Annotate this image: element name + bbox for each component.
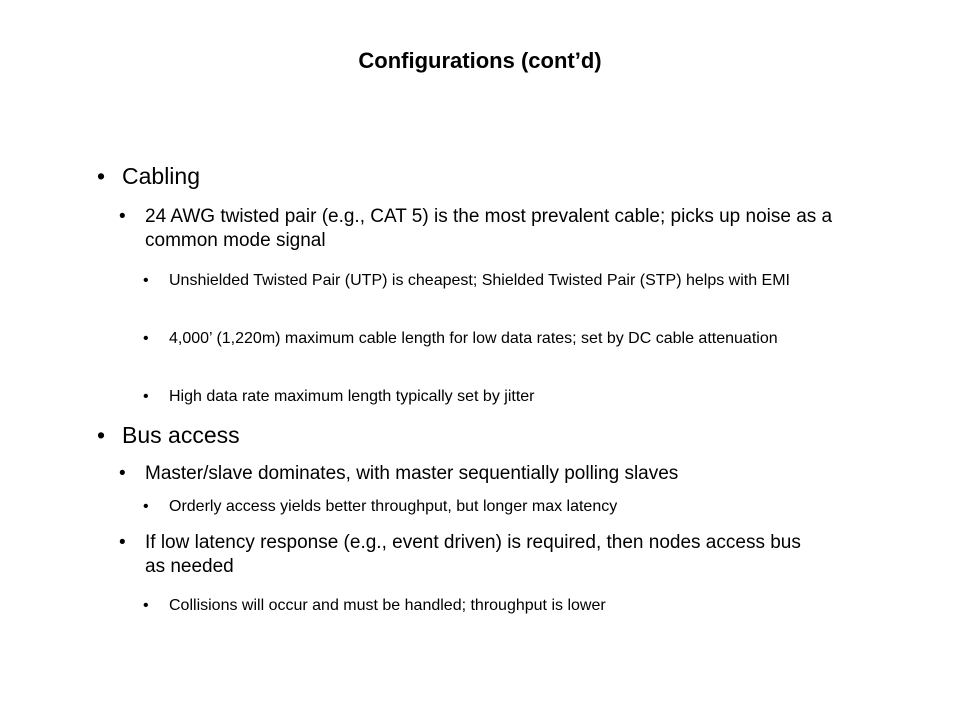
bullet-dot: •: [97, 422, 106, 448]
bullet-dot: •: [143, 498, 149, 515]
bullet-dot: •: [143, 330, 149, 347]
bullet-text: Master/slave dominates, with master sequentially polling slaves: [145, 463, 679, 484]
bullet-low-latency: [119, 531, 819, 579]
bullet-text: High data rate maximum length typically set by jitter: [169, 388, 535, 405]
bullet-dot: •: [143, 272, 149, 289]
bullet-dot: •: [143, 388, 149, 405]
bullet-dot: •: [119, 206, 126, 227]
bullet-master-slave: [119, 462, 879, 486]
bullet-jitter: [143, 387, 853, 407]
bullet-text: Bus access: [122, 422, 240, 448]
bullet-text: Orderly access yields better throughput, but longer max latency: [169, 498, 618, 515]
bullet-text: Cabling: [122, 163, 200, 189]
bullet-dot: •: [143, 597, 149, 614]
bullet-dot: •: [119, 532, 126, 553]
bullet-max-cable-length: [143, 329, 833, 349]
bullet-dot: •: [97, 163, 106, 189]
bullet-twisted-pair: [119, 205, 859, 253]
bullet-collisions: [143, 596, 853, 616]
bullet-text: Collisions will occur and must be handled; throughput is lower: [169, 597, 606, 614]
bullet-cabling: [97, 162, 897, 190]
bullet-utp-stp: [143, 271, 853, 291]
bullet-text: Unshielded Twisted Pair (UTP) is cheapest; Shielded Twisted Pair (STP) helps with EMI: [169, 272, 790, 289]
bullet-text: 24 AWG twisted pair (e.g., CAT 5) is the most prevalent cable; picks up noise as a common mode signal: [145, 206, 833, 251]
bullet-dot: •: [119, 463, 126, 484]
bullet-text: 4,000’ (1,220m) maximum cable length for low data rates; set by DC cable attenuation: [169, 330, 778, 347]
slide-title: Configurations (cont’d): [358, 48, 602, 73]
bullet-text: If low latency response (e.g., event driven) is required, then nodes access bus as needed: [145, 532, 801, 577]
bullet-bus-access: [97, 421, 897, 449]
bullet-orderly-access: [143, 497, 853, 517]
